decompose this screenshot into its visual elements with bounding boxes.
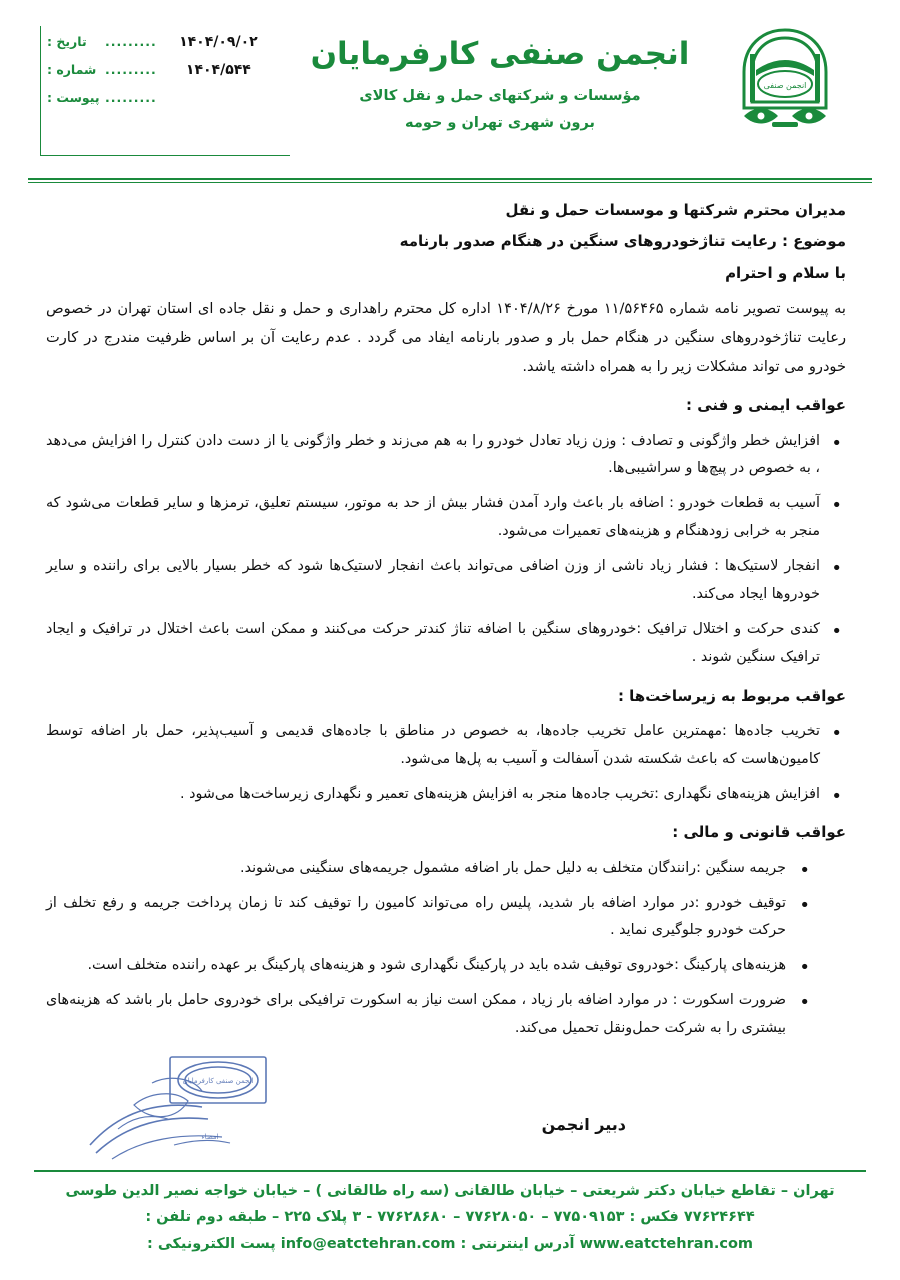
- letter-attachment-label: پیوست :: [47, 90, 100, 105]
- list-item: • آسیب به قطعات خودرو : اضافه بار باعث وارد آمدن فشار بیش از حد به موتور، سیستم تعلیق، ترمزها و سایر قطعات می‌شود که منجر به خرابی زودهنگام و هزینه‌های تعمیرات می‌شود.: [46, 490, 846, 546]
- footer-divider: [34, 1170, 866, 1172]
- section-title-safety: عواقب ایمنی و فنی :: [686, 396, 846, 415]
- section-title-legal: عواقب قانونی و مالی :: [672, 823, 846, 842]
- logo-icon: [710, 24, 860, 149]
- header-divider: [28, 178, 872, 180]
- section-list-safety: [46, 428, 846, 672]
- header-divider-thin: [28, 182, 872, 183]
- footer-phone-label: پلاک ۲۲۵ – طبقه دوم تلفن :: [145, 1209, 348, 1226]
- greeting-line: با سلام و احترام: [725, 263, 846, 282]
- footer-email-value[interactable]: info@eatctehran.com: [280, 1236, 456, 1253]
- meta-dots-attachment: .........: [105, 90, 157, 105]
- footer-website-value[interactable]: www.eatctehran.com: [579, 1236, 754, 1253]
- letter-footer: [0, 1170, 900, 1258]
- meta-dots-number: .........: [105, 62, 157, 77]
- list-item: • ضرورت اسکورت : در موارد اضافه بار زیاد ، ممکن است نیاز به اسکورت ترافیکی برای خودروی حامل بار باشد که هزینه‌های بیشتری را به شرکت حمل‌ونقل تحمیل می‌کند.: [46, 987, 846, 1043]
- association-logo: [710, 26, 860, 146]
- list-item: • توقیف خودرو :در موارد اضافه بار شدید، پلیس راه می‌تواند کامیون را توقیف کند تا زمان پرداخت جریمه و رفع تخلف از حرکت خودرو جلوگیری نماید .: [46, 890, 846, 946]
- footer-phone-numbers: ۷۷۵۰۹۱۵۳ – ۷۷۶۲۸۰۵۰ – ۷۷۶۲۸۶۸۰ - ۳: [352, 1209, 625, 1226]
- section-title-infrastructure: عواقب مربوط به زیرساخت‌ها :: [617, 686, 846, 705]
- association-subtitle-1: مؤسسات و شرکتهای حمل و نقل کالای: [359, 88, 641, 105]
- footer-fax-label: فکس :: [629, 1209, 679, 1226]
- signature-area: [46, 1051, 846, 1171]
- letter-number-value: ۱۴۰۴/۵۴۴: [185, 62, 251, 78]
- footer-email-label: پست الکترونیکی :: [146, 1236, 276, 1253]
- letterhead-header: [0, 0, 900, 180]
- svg-text:انجمن صنفی کارفرمایان: انجمن صنفی کارفرمایان: [182, 1076, 254, 1085]
- section-list-legal: [46, 855, 846, 1043]
- subject-line: موضوع : رعایت تناژخودروهای سنگین در هنگام صدور بارنامه: [399, 232, 846, 251]
- meta-row-date: [47, 34, 280, 62]
- association-name: انجمن صنفی کارفرمایان: [310, 36, 690, 72]
- list-item: • هزینه‌های پارکینگ :خودروی توقیف شده باید در پارکینگ نگهداری شود و هزینه‌های پارکینگ بر عهده راننده متخلف است.: [46, 952, 846, 980]
- letter-number-label: شماره :: [47, 62, 97, 77]
- footer-website-label: آدرس اینترنتی :: [460, 1236, 575, 1253]
- recipient-line: مدیران محترم شرکتها و موسسات حمل و نقل: [505, 201, 846, 219]
- footer-address: تهران – تقاطع خیابان دکتر شریعتی – خیابان طالقانی (سه راه طالقانی ) – خیابان خواجه نصیر الدین طوسی: [65, 1182, 835, 1199]
- letterhead-title-block: [290, 26, 710, 136]
- list-item: • جریمه سنگین :رانندگان متخلف به دلیل حمل بار اضافه مشمول جریمه‌های سنگینی می‌شوند.: [46, 855, 846, 883]
- footer-phone-row: [34, 1204, 866, 1231]
- list-item: • تخریب جاده‌ها :مهمترین عامل تخریب جاده‌ها، به خصوص در مناطق با جاده‌های قدیمی و آسیب‌پذیر، حمل بار اضافه توسط کامیون‌هاست که باعث شکسته شدن آسفالت و آسیب به پل‌ها می‌شود.: [46, 718, 846, 774]
- letter-body: [0, 180, 900, 1171]
- signature-title: دبیر انجمن: [541, 1114, 626, 1134]
- list-item: • کندی حرکت و اختلال ترافیک :خودروهای سنگین با اضافه تناژ کندتر حرکت می‌کنند و ممکن است باعث اختلال در ترافیک و ایجاد ترافیک سنگین شوند .: [46, 616, 846, 672]
- meta-dots-date: .........: [105, 34, 157, 49]
- letter-date-value: ۱۴۰۴/۰۹/۰۲: [179, 34, 258, 50]
- letter-meta-box: [40, 26, 290, 156]
- meta-row-number: [47, 62, 280, 90]
- svg-text:امضاء: امضاء: [201, 1132, 219, 1141]
- list-item: • افزایش هزینه‌های نگهداری :تخریب جاده‌ها منجر به افزایش هزینه‌های تعمیر و نگهداری زیرساخت‌ها می‌شود .: [46, 781, 846, 809]
- footer-fax-number: ۷۷۶۲۴۶۴۴: [683, 1209, 755, 1226]
- intro-paragraph: به پیوست تصویر نامه شماره ۱۱/۵۶۴۶۵ مورخ ۱۴۰۴/۸/۲۶ اداره کل محترم راهداری و حمل و نقل جاده ای استان تهران در خصوص رعایت تناژخودروهای سنگین در هنگام حمل بار و صدور بارنامه ایفاد می گردد . عدم رعایت آن بر اساس ظرفیت مندرج در کارت خودرو می تواند مشکلات زیر را به همراه داشته یاشد.: [46, 299, 846, 376]
- letter-date-label: تاریخ :: [47, 34, 87, 49]
- association-subtitle-2: برون شهری تهران و حومه: [405, 115, 595, 132]
- meta-row-attachment: [47, 90, 280, 118]
- footer-contact-row: [34, 1231, 866, 1258]
- section-list-infrastructure: [46, 718, 846, 809]
- logo-caption-text: انجمن صنفی: [763, 80, 807, 90]
- official-stamp: [82, 1049, 312, 1169]
- list-item: • افزایش خطر واژگونی و تصادف : وزن زیاد تعادل خودرو را به هم می‌زند و خطر واژگونی یا از دست دادن کنترل را افزایش می‌دهد ، به خصوص در پیچ‌ها و سراشیبی‌ها.: [46, 428, 846, 484]
- stamp-icon: [82, 1049, 312, 1169]
- list-item: • انفجار لاستیک‌ها : فشار زیاد ناشی از وزن اضافی می‌تواند باعث انفجار لاستیک‌ها شود که خطر بسیار بالایی برای راننده و سایر خودروها ایجاد می‌کند.: [46, 553, 846, 609]
